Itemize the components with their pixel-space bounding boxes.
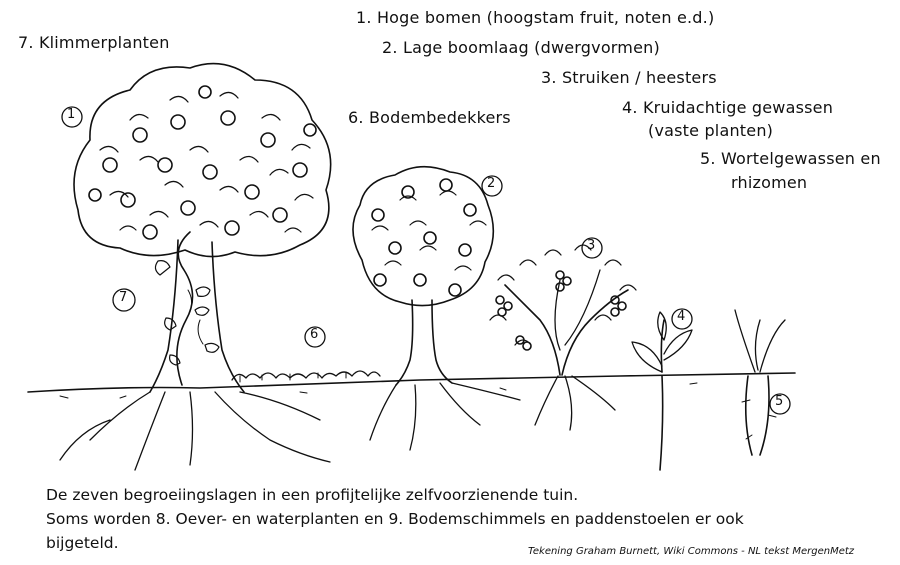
dwarf-tree: [353, 167, 520, 450]
caption-line-1: De zeven begroeiingslagen in een profijtelijke zelfvoorzienende tuin.: [46, 486, 579, 504]
label-layer-5: 5. Wortelgewassen en: [700, 149, 881, 168]
label-layer-5-sub: rhizomen: [731, 173, 808, 192]
ground-cover: [232, 371, 380, 382]
label-layer-1: 1. Hoge bomen (hoogstam fruit, noten e.d.): [356, 8, 715, 27]
caption-line-2: Soms worden 8. Oever- en waterplanten en 9. Bodemschimmels en paddenstoelen er ook: [46, 510, 744, 528]
label-layer-4-sub: (vaste planten): [648, 121, 774, 140]
layer-markers: [62, 107, 790, 414]
caption-line-3: bijgeteld.: [46, 534, 119, 552]
marker-6-text: 6: [310, 327, 319, 342]
shrub: [490, 245, 636, 430]
marker-3-text: 3: [587, 238, 596, 253]
label-layer-2: 2. Lage boomlaag (dwergvormen): [382, 38, 660, 57]
label-layer-4: 4. Kruidachtige gewassen: [622, 98, 834, 117]
label-layer-3: 3. Struiken / heesters: [541, 68, 717, 87]
root-vegetable: [735, 310, 785, 455]
label-layer-6: 6. Bodembedekkers: [348, 108, 511, 127]
ground-line: [28, 373, 795, 392]
marker-2-text: 2: [487, 176, 496, 191]
marker-4-text: 4: [677, 309, 686, 324]
tall-tree: [60, 64, 331, 470]
marker-5-text: 5: [775, 394, 784, 409]
label-layer-7: 7. Klimmerplanten: [18, 33, 170, 52]
herbaceous-plant: [632, 312, 692, 470]
marker-7-text: 7: [119, 290, 128, 305]
marker-1-text: 1: [67, 107, 76, 122]
image-credit: Tekening Graham Burnett, Wiki Commons - NL tekst MergenMetz: [528, 546, 855, 557]
